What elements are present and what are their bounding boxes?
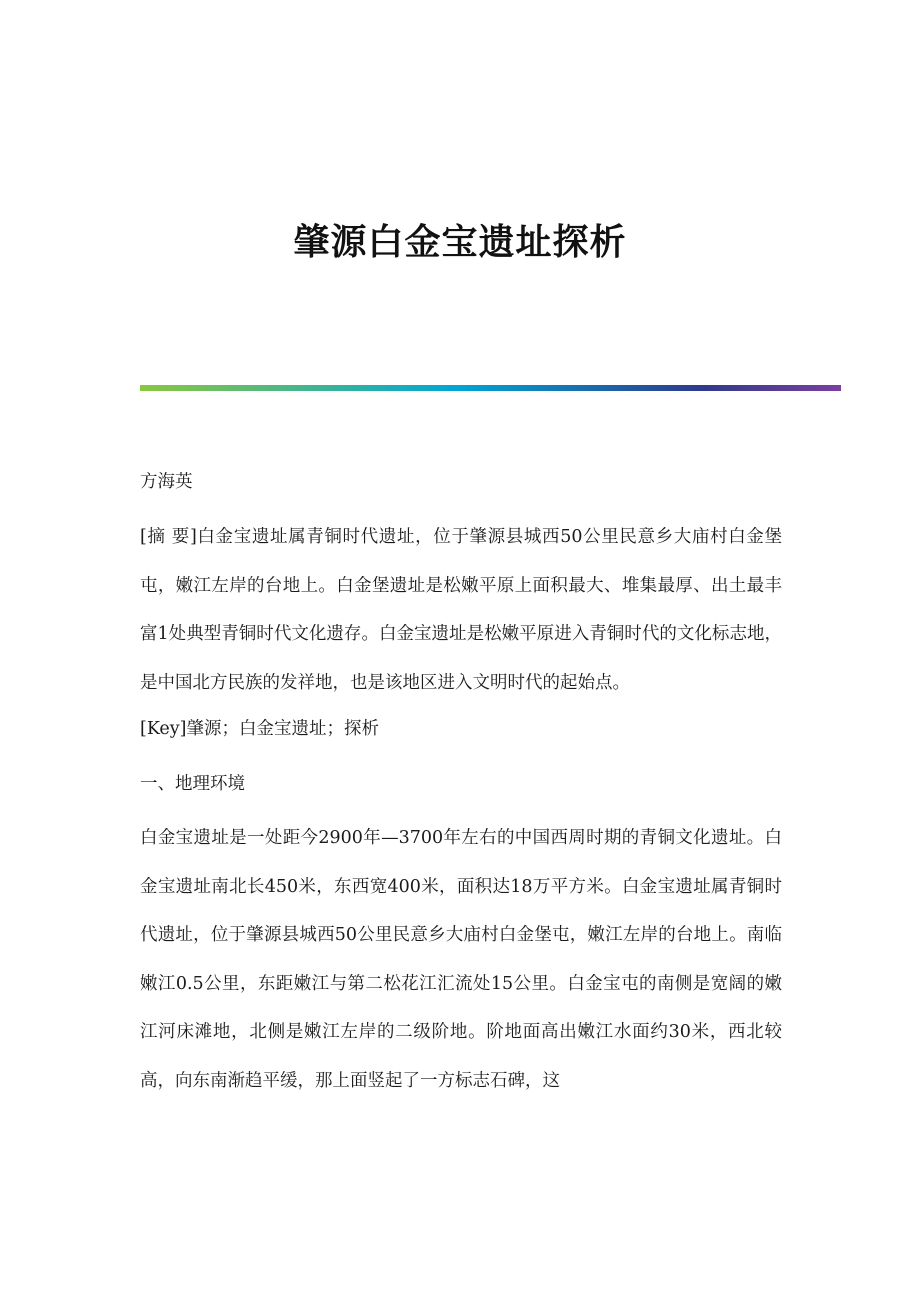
section-heading: 一、地理环境	[140, 774, 245, 794]
gradient-divider	[140, 385, 841, 391]
document-body	[140, 466, 782, 1128]
keywords-line: [Key]肇源；白金宝遗址；探析	[140, 719, 380, 739]
author-name: 方海英	[140, 472, 193, 492]
body-paragraph: 白金宝遗址是一处距今2900年—3700年左右的中国西周时期的青铜文化遗址。白金宝遗址南北长450米，东西宽400米，面积达18万平方米。白金宝遗址属青铜时代遗址，位于肇源县城西50公里民意乡大庙村白金堡屯，嫩江左岸的台地上。南临嫩江0.5公里，东距嫩江与第二松花江汇流处15公里。白金宝屯的南侧是宽阔的嫩江河床滩地，北侧是嫩江左岸的二级阶地。阶地面高出嫩江水面约30米，西北较高，向东南渐趋平缓，那上面竖起了一方标志石碑，这	[140, 828, 782, 1091]
abstract-paragraph: [摘 要]白金宝遗址属青铜时代遗址，位于肇源县城西50公里民意乡大庙村白金堡屯，嫩江左岸的台地上。白金堡遗址是松嫩平原上面积最大、堆集最厚、出土最丰富1处典型青铜时代文化遗存。白金宝遗址是松嫩平原进入青铜时代的文化标志地，是中国北方民族的发祥地，也是该地区进入文明时代的起始点。	[140, 527, 782, 693]
page-title: 肇源白金宝遗址探析	[293, 222, 627, 263]
